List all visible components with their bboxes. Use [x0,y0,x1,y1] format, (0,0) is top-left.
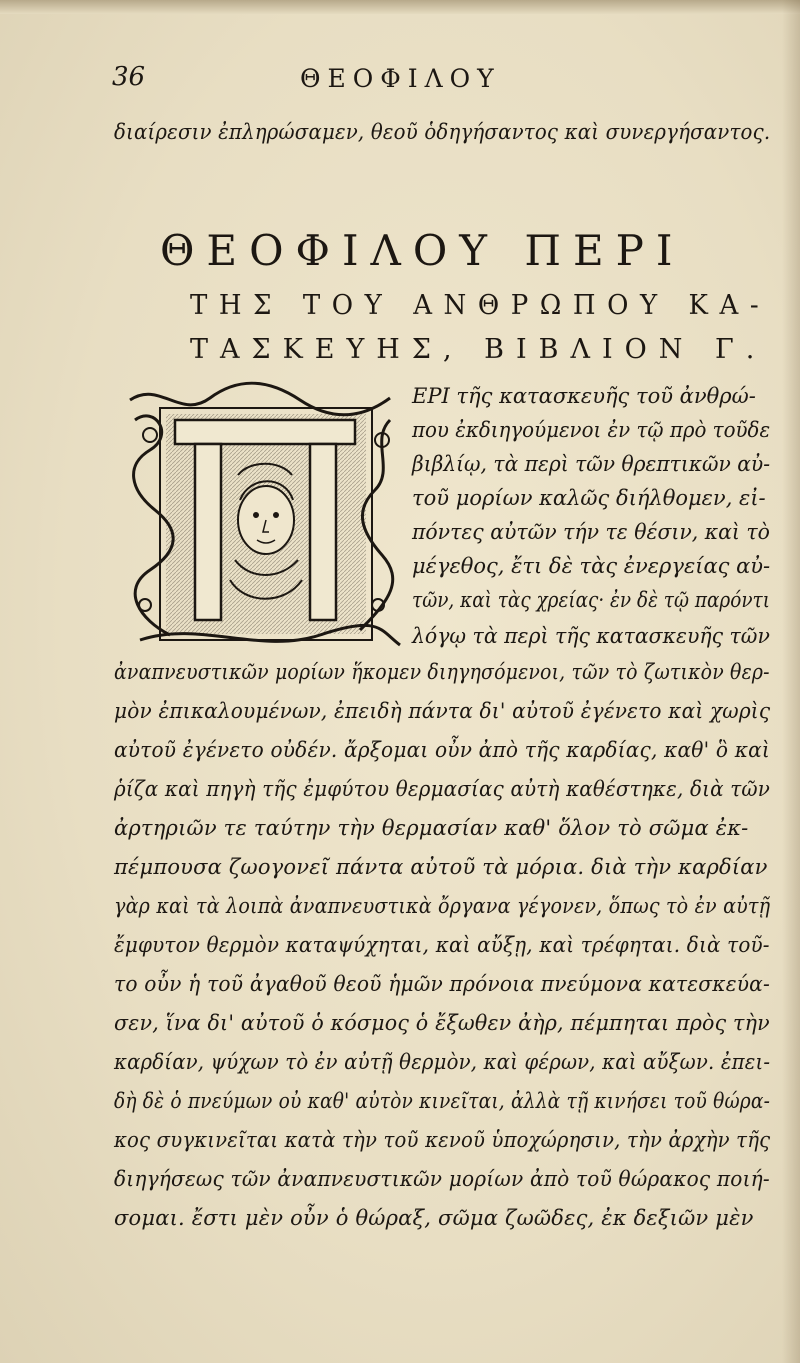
body-text-line: το οὖν ἡ τοῦ ἀγαθοῦ θεοῦ ἡμῶν πρόνοια πνεύμονα κατεσκεύα- [114,972,771,996]
body-text-line: πέμπουσα ζωογονεῖ πάντα αὐτοῦ τὰ μόρια. διὰ τὴν καρδίαν [114,855,768,879]
body-text-line: ῥίζα καὶ πηγὴ τῆς ἐμφύτου θερμασίας αὐτὴ καθέστηκε, διὰ τῶν [114,777,771,801]
running-head [112,62,752,96]
decorated-initial [120,380,405,655]
page-right-edge [782,0,800,1363]
decorated-initial-woodcut [120,380,405,655]
body-text-line: διηγήσεως τῶν ἀναπνευστικῶν μορίων ἀπὸ τοῦ θώρακος ποιή- [114,1167,770,1191]
book-heading-line-3: ΤΑΣΚΕΥΗΣ, ΒΙΒΛΙΟΝ Γ. [190,334,767,365]
initial-text-line: μέγεθος, ἔτι δὲ τὰς ἐνεργείας αὐ- [412,554,771,578]
initial-text-line: που ἐκδιηγούμενοι ἐν τῷ πρὸ τοῦδε [412,418,771,442]
initial-text-line: πόντες αὐτῶν τήν τε θέσιν, καὶ τὸ [412,520,770,544]
initial-text-line: βιβλίῳ, τὰ περὶ τῶν θρεπτικῶν αὐ- [412,452,771,476]
initial-text-line: τῶν, καὶ τὰς χρείας· ἐν δὲ τῷ παρόντι [412,588,770,612]
body-text-line: καρδίαν, ψύχων τὸ ἐν αὐτῇ θερμὸν, καὶ φέρων, καὶ αὔξων. ἐπει- [114,1050,771,1074]
continuation-line: διαίρεσιν ἐπληρώσαμεν, θεοῦ ὁδηγήσαντος καὶ συνεργήσαντος. [114,120,771,144]
body-text-line: ἀρτηριῶν τε ταύτην τὴν θερμασίαν καθ' ὅλον τὸ σῶμα ἐκ- [114,816,749,840]
body-text-line: γὰρ καὶ τὰ λοιπὰ ἀναπνευστικὰ ὄργανα γέγονεν, ὅπως τὸ ἐν αὐτῇ [114,894,771,918]
page-number: 36 [112,62,146,92]
body-text-line: ἔμφυτον θερμὸν καταψύχηται, καὶ αὔξῃ, καὶ τρέφηται. διὰ τοῦ- [114,933,770,957]
body-text-line: σομαι. ἔστι μὲν οὖν ὁ θώραξ, σῶμα ζωῶδες, ἐκ δεξιῶν μὲν [114,1206,754,1230]
initial-text-line: τοῦ μορίων καλῶς διήλθομεν, εἰ- [412,486,766,510]
body-text-line: μὸν ἐπικαλουμένων, ἐπειδὴ πάντα δι' αὐτοῦ ἐγένετο καὶ χωρὶς [114,699,771,723]
book-heading-line-2: ΤΗΣ ΤΟΥ ΑΝΘΡΩΠΟΥ ΚΑ- [190,290,771,321]
initial-text-line: λόγῳ τὰ περὶ τῆς κατασκευῆς τῶν [412,624,770,648]
body-text-line: δὴ δὲ ὁ πνεύμων οὐ καθ' αὐτὸν κινεῖται, ἀλλὰ τῇ κινήσει τοῦ θώρα- [114,1089,771,1113]
page-top-edge [0,0,800,14]
body-text-line: ἀναπνευστικῶν μορίων ἥκομεν διηγησόμενοι, τῶν τὸ ζωτικὸν θερ- [114,660,770,684]
running-title: ΘΕΟΦΙΛΟΥ [300,64,501,93]
body-text-line: σεν, ἵνα δι' αὐτοῦ ὁ κόσμος ὁ ἔξωθεν ἀὴρ, πέμπηται πρὸς τὴν [114,1011,770,1035]
body-text-line: κος συγκινεῖται κατὰ τὴν τοῦ κενοῦ ὑποχώρησιν, τὴν ἀρχὴν τῆς [114,1128,771,1152]
book-heading-line-1: ΘΕΟΦΙΛΟΥ ΠΕΡΙ [160,226,685,275]
body-text-line: αὐτοῦ ἐγένετο οὐδέν. ἄρξομαι οὖν ἀπὸ τῆς καρδίας, καθ' ὃ καὶ [114,738,770,762]
initial-text-line: ΕΡΙ τῆς κατασκευῆς τοῦ ἀνθρώ- [412,384,756,408]
